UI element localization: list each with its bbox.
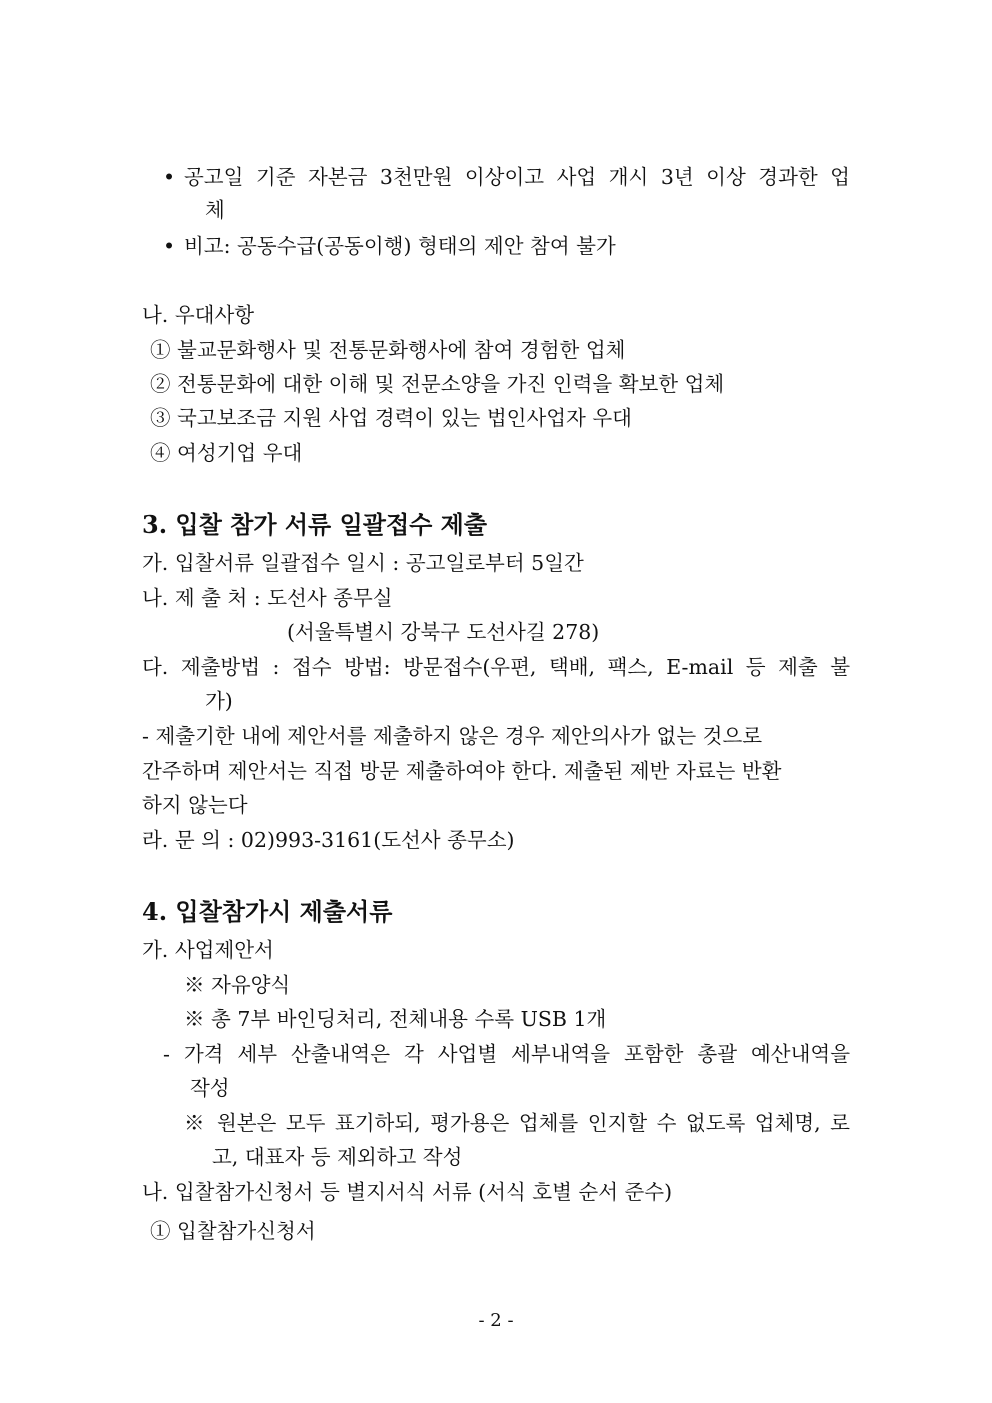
deadline-note-line3: 하지 않는다 — [142, 793, 248, 817]
deadline-note-line1: - 제출기한 내에 제안서를 제출하지 않은 경우 제안의사가 없는 것으로 — [142, 724, 763, 748]
business-proposal-title: 가. 사업제안서 — [142, 938, 274, 962]
bullet-eligibility-line1: 공고일 기준 자본금 3천만원 이상이고 사업 개시 3년 이상 경과한 업 — [184, 165, 850, 189]
bullet-joint-bid-note: 비고: 공동수급(공동이행) 형태의 제안 참여 불가 — [184, 234, 616, 258]
separate-forms-title: 나. 입찰참가신청서 등 별지서식 서류 (서식 호별 순서 준수) — [142, 1180, 673, 1204]
deadline-note-line2: 간주하며 제안서는 직접 방문 제출하여야 한다. 제출된 제반 자료는 반환 — [142, 759, 782, 783]
preference-item: ④ 여성기업 우대 — [150, 441, 303, 465]
page-number: - 2 - — [478, 1310, 514, 1331]
preference-title: 나. 우대사항 — [142, 303, 255, 327]
proposal-note-format: ※ 자유양식 — [184, 973, 291, 997]
submission-method-line1: 다. 제출방법 : 접수 방법: 방문접수(우편, 택배, 팩스, E-mail 등 제출 불 — [142, 655, 850, 679]
submission-period: 가. 입찰서류 일괄접수 일시 : 공고일로부터 5일간 — [142, 551, 584, 575]
bullet-eligibility-line2: 체 — [205, 198, 225, 222]
inquiry-contact: 라. 문 의 : 02)993-3161(도선사 종무소) — [142, 828, 515, 852]
section-3-heading: 3. 입찰 참가 서류 일괄접수 제출 — [142, 510, 488, 539]
bullet-marker: • — [163, 234, 176, 258]
preference-item: ② 전통문화에 대한 이해 및 전문소양을 가진 인력을 확보한 업체 — [150, 372, 725, 396]
proposal-note-copies: ※ 총 7부 바인딩처리, 전체내용 수록 USB 1개 — [184, 1007, 607, 1031]
original-copy-note-line1: ※ 원본은 모두 표기하되, 평가용은 업체를 인지할 수 없도록 업체명, 로 — [184, 1111, 850, 1135]
submission-place: 나. 제 출 처 : 도선사 종무실 — [142, 586, 393, 610]
submission-address: (서울특별시 강북구 도선사길 278) — [287, 620, 600, 644]
price-breakdown-line1: - 가격 세부 산출내역은 각 사업별 세부내역을 포함한 총괄 예산내역을 — [163, 1042, 850, 1066]
section-4-heading: 4. 입찰참가시 제출서류 — [142, 897, 393, 926]
original-copy-note-line2: 고, 대표자 등 제외하고 작성 — [212, 1145, 463, 1169]
form-item: ① 입찰참가신청서 — [150, 1219, 316, 1243]
submission-method-line2: 가) — [205, 689, 233, 713]
bullet-marker: • — [163, 165, 176, 189]
price-breakdown-line2: 작성 — [190, 1076, 230, 1100]
preference-item: ① 불교문화행사 및 전통문화행사에 참여 경험한 업체 — [150, 338, 626, 362]
preference-item: ③ 국고보조금 지원 사업 경력이 있는 법인사업자 우대 — [150, 406, 632, 430]
